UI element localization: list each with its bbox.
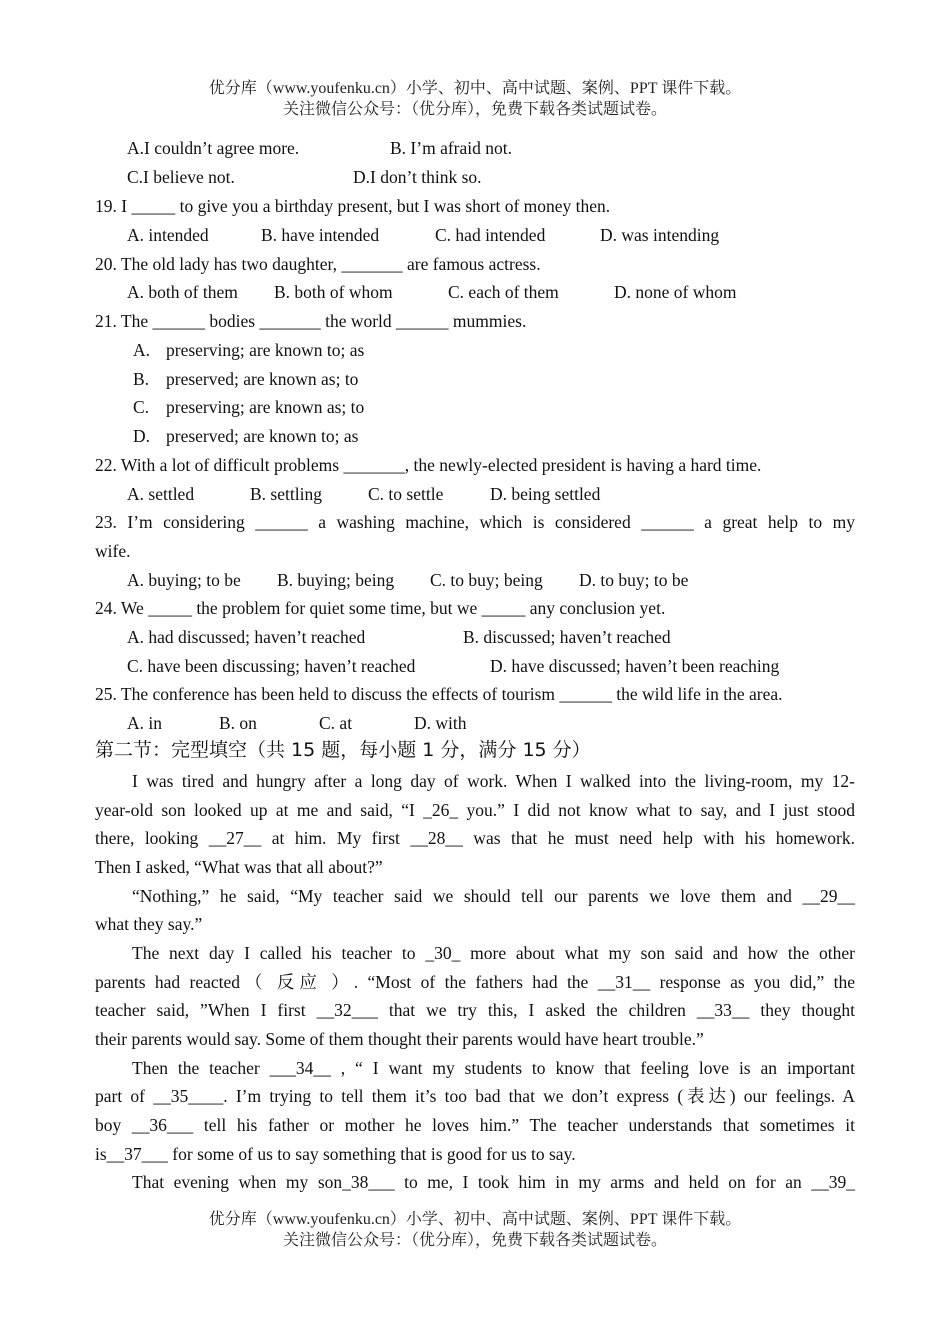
- q25-option-b: B. on: [219, 713, 257, 733]
- passage-p3-line-4: their parents would say. Some of them thought their parents would have heart trouble.”: [95, 1029, 704, 1049]
- q21-option-a: preserving; are known to; as: [166, 340, 365, 360]
- q25-stem: 25. The conference has been held to discuss the effects of tourism ______ the wild life in the area.: [95, 684, 783, 704]
- q19-option-c: C. had intended: [435, 225, 546, 245]
- passage-p1-line-2: year-old son looked up at me and said, “I _26_ you.” I did not know what to say, and I just stood: [95, 800, 855, 820]
- q25-option-d: D. with: [414, 713, 467, 733]
- q18-option-b: B. I’m afraid not.: [390, 138, 512, 158]
- q18-option-d: D.I don’t think so.: [353, 167, 482, 187]
- q24-option-d: D. have discussed; haven’t been reaching: [490, 656, 780, 676]
- q20-option-b: B. both of whom: [274, 282, 393, 302]
- q20-stem: 20. The old lady has two daughter, _______ are famous actress.: [95, 254, 541, 274]
- q18-option-a: A.I couldn’t agree more.: [127, 138, 300, 158]
- q21-stem: 21. The ______ bodies _______ the world ______ mummies.: [95, 311, 527, 331]
- passage-p3-line-3: teacher said, ”When I first __32___ that we try this, I asked the children __33__ they thought: [95, 1000, 855, 1020]
- q21-option-b: preserved; are known as; to: [166, 369, 359, 389]
- q22-option-b: B. settling: [250, 484, 322, 504]
- q23-stem-line-1: 23. I’m considering ______ a washing machine, which is considered ______ a great help to my: [95, 512, 855, 532]
- passage-p3-line-2: parents had reacted（ 反应 ）. “Most of the fathers had the __31__ response as you did,” the: [95, 972, 855, 992]
- footer-line-1: 优分库（www.youfenku.cn）小学、初中、高中试题、案例、PPT 课件下载。: [208, 1211, 742, 1228]
- q22-stem: 22. With a lot of difficult problems _______, the newly-elected president is having a hard time.: [95, 455, 762, 475]
- q23-option-c: C. to buy; being: [430, 570, 543, 590]
- q23-option-a: A. buying; to be: [127, 570, 241, 590]
- header-line-1: 优分库（www.youfenku.cn）小学、初中、高中试题、案例、PPT 课件下载。: [208, 80, 742, 97]
- q24-option-a: A. had discussed; haven’t reached: [127, 627, 366, 647]
- q18-option-c: C.I believe not.: [127, 167, 235, 187]
- q23-stem-line-2: wife.: [95, 541, 131, 561]
- q19-stem: 19. I _____ to give you a birthday present, but I was short of money then.: [95, 196, 611, 216]
- header-line-2: 关注微信公众号：（优分库），免费下载各类试题试卷。: [282, 101, 667, 118]
- page-header: [0, 78, 950, 120]
- q21-option-d-letter: D.: [133, 426, 151, 446]
- q21-option-c-letter: C.: [133, 397, 150, 417]
- q22-option-a: A. settled: [127, 484, 195, 504]
- q21-option-b-letter: B.: [133, 369, 150, 389]
- passage-p4-line-1: Then the teacher ___34__ , “ I want my students to know that feeling love is an important: [132, 1058, 855, 1078]
- q22-option-c: C. to settle: [368, 484, 444, 504]
- passage-p5-line-1: That evening when my son_38___ to me, I took him in my arms and held on for an __39_: [132, 1172, 855, 1192]
- q19-option-d: D. was intending: [600, 225, 720, 245]
- q20-option-c: C. each of them: [448, 282, 559, 302]
- q21-option-d: preserved; are known to; as: [166, 426, 359, 446]
- passage-p2-line-2: what they say.”: [95, 914, 203, 934]
- q19-option-b: B. have intended: [261, 225, 380, 245]
- q21-option-a-letter: A.: [133, 340, 151, 360]
- q23-option-d: D. to buy; to be: [579, 570, 689, 590]
- passage-p4-line-4: is__37___ for some of us to say something that is good for us to say.: [95, 1144, 576, 1164]
- q19-option-a: A. intended: [127, 225, 209, 245]
- passage-p2-line-1: “Nothing,” he said, “My teacher said we should tell our parents we love them and __29__: [132, 886, 855, 906]
- q23-option-b: B. buying; being: [277, 570, 395, 590]
- q25-option-c: C. at: [319, 713, 353, 733]
- passage-p4-line-3: boy __36___ tell his father or mother he loves him.” The teacher understands that sometimes it: [95, 1115, 855, 1135]
- q22-option-d: D. being settled: [490, 484, 601, 504]
- page-footer: [0, 1209, 950, 1251]
- q24-stem: 24. We _____ the problem for quiet some time, but we _____ any conclusion yet.: [95, 598, 666, 618]
- section-2-title: 第二节：完型填空（共 15 题，每小题 1 分，满分 15 分）: [95, 739, 591, 761]
- passage-p4-line-2: part of __35____. I’m trying to tell them it’s too bad that we don’t express (表达) our feelings. A: [95, 1086, 855, 1106]
- passage-p1-line-1: I was tired and hungry after a long day of work. When I walked into the living-room, my 12-: [132, 771, 855, 791]
- q24-option-b: B. discussed; haven’t reached: [463, 627, 671, 647]
- passage-p1-line-3: there, looking __27__ at him. My first __28__ was that he must need help with his homework.: [95, 828, 855, 848]
- footer-line-2: 关注微信公众号：（优分库），免费下载各类试题试卷。: [282, 1232, 667, 1249]
- q20-option-a: A. both of them: [127, 282, 238, 302]
- q25-option-a: A. in: [127, 713, 162, 733]
- q24-option-c: C. have been discussing; haven’t reached: [127, 656, 416, 676]
- passage-p1-line-4: Then I asked, “What was that all about?”: [95, 857, 383, 877]
- passage-p3-line-1: The next day I called his teacher to _30_ more about what my son said and how the other: [132, 943, 855, 963]
- q20-option-d: D. none of whom: [614, 282, 737, 302]
- q21-option-c: preserving; are known as; to: [166, 397, 365, 417]
